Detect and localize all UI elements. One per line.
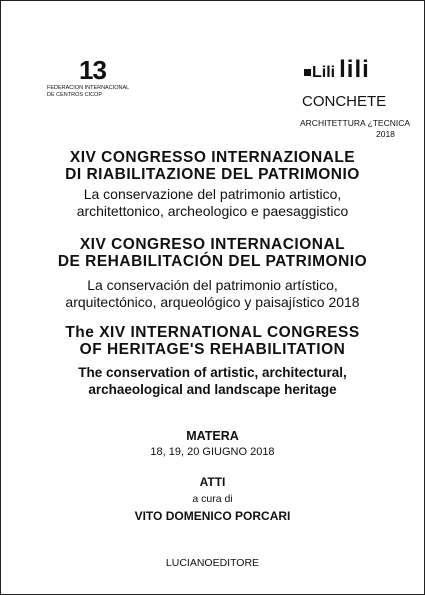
cicop-logo-text bbox=[47, 85, 157, 99]
cicop-org-line-1: FEDERACION INTERNACIONAL bbox=[47, 85, 130, 91]
proceedings-label: ATTI bbox=[199, 475, 226, 489]
cicop-org-line-2: DE CENTROS CICOP bbox=[47, 92, 103, 98]
italian-subtitle-line-2: architettonico, archeologico e paesaggistico bbox=[76, 203, 349, 219]
english-title-line-1: The XIV INTERNATIONAL CONGRESS bbox=[65, 324, 360, 341]
curated-by-label: a cura di bbox=[192, 493, 233, 505]
spanish-title-line-1: XIV CONGRESO INTERNACIONAL bbox=[79, 236, 346, 253]
right-logo-year: 2018 bbox=[376, 129, 395, 139]
italian-title-line-1: XIV CONGRESSO INTERNAZIONALE bbox=[69, 149, 356, 166]
spanish-subtitle-line-1: La conservación del patrimonio artístico, bbox=[87, 277, 338, 293]
event-dates: 18, 19, 20 GIUGNO 2018 bbox=[150, 446, 275, 458]
right-logo-name: CONCHETE bbox=[302, 93, 387, 110]
editor-name: VITO DOMENICO PORCARI bbox=[134, 509, 291, 523]
english-subtitle-line-2: archaeological and landscape heritage bbox=[88, 382, 337, 397]
italian-title-line-2: DI RIABILITAZIONE DEL PATRIMONIO bbox=[65, 166, 360, 183]
logo-mark-big: lili bbox=[339, 56, 370, 83]
right-logo-subtitle: ARCHITETTURA ¿TECNICA bbox=[300, 118, 411, 128]
cicop-logo-number: 13 bbox=[79, 55, 106, 85]
logo-mark-small: Lili bbox=[312, 64, 336, 81]
publisher-name: LUCIANOEDITORE bbox=[165, 557, 260, 569]
right-logo-mark bbox=[304, 56, 370, 83]
spanish-title-line-2: DE REHABILITACIÓN DEL PATRIMONIO bbox=[57, 253, 368, 270]
spanish-subtitle-line-2: arquitectónico, arqueológico y paisajístico 2018 bbox=[65, 294, 360, 310]
logo-square-icon bbox=[304, 69, 311, 76]
event-city: MATERA bbox=[186, 429, 239, 443]
italian-subtitle-line-1: La conservazione del patrimonio artistico, bbox=[83, 186, 342, 202]
english-title-line-2: OF HERITAGE'S REHABILITATION bbox=[79, 341, 346, 358]
english-subtitle-line-1: The conservation of artistic, architectural, bbox=[78, 365, 347, 380]
